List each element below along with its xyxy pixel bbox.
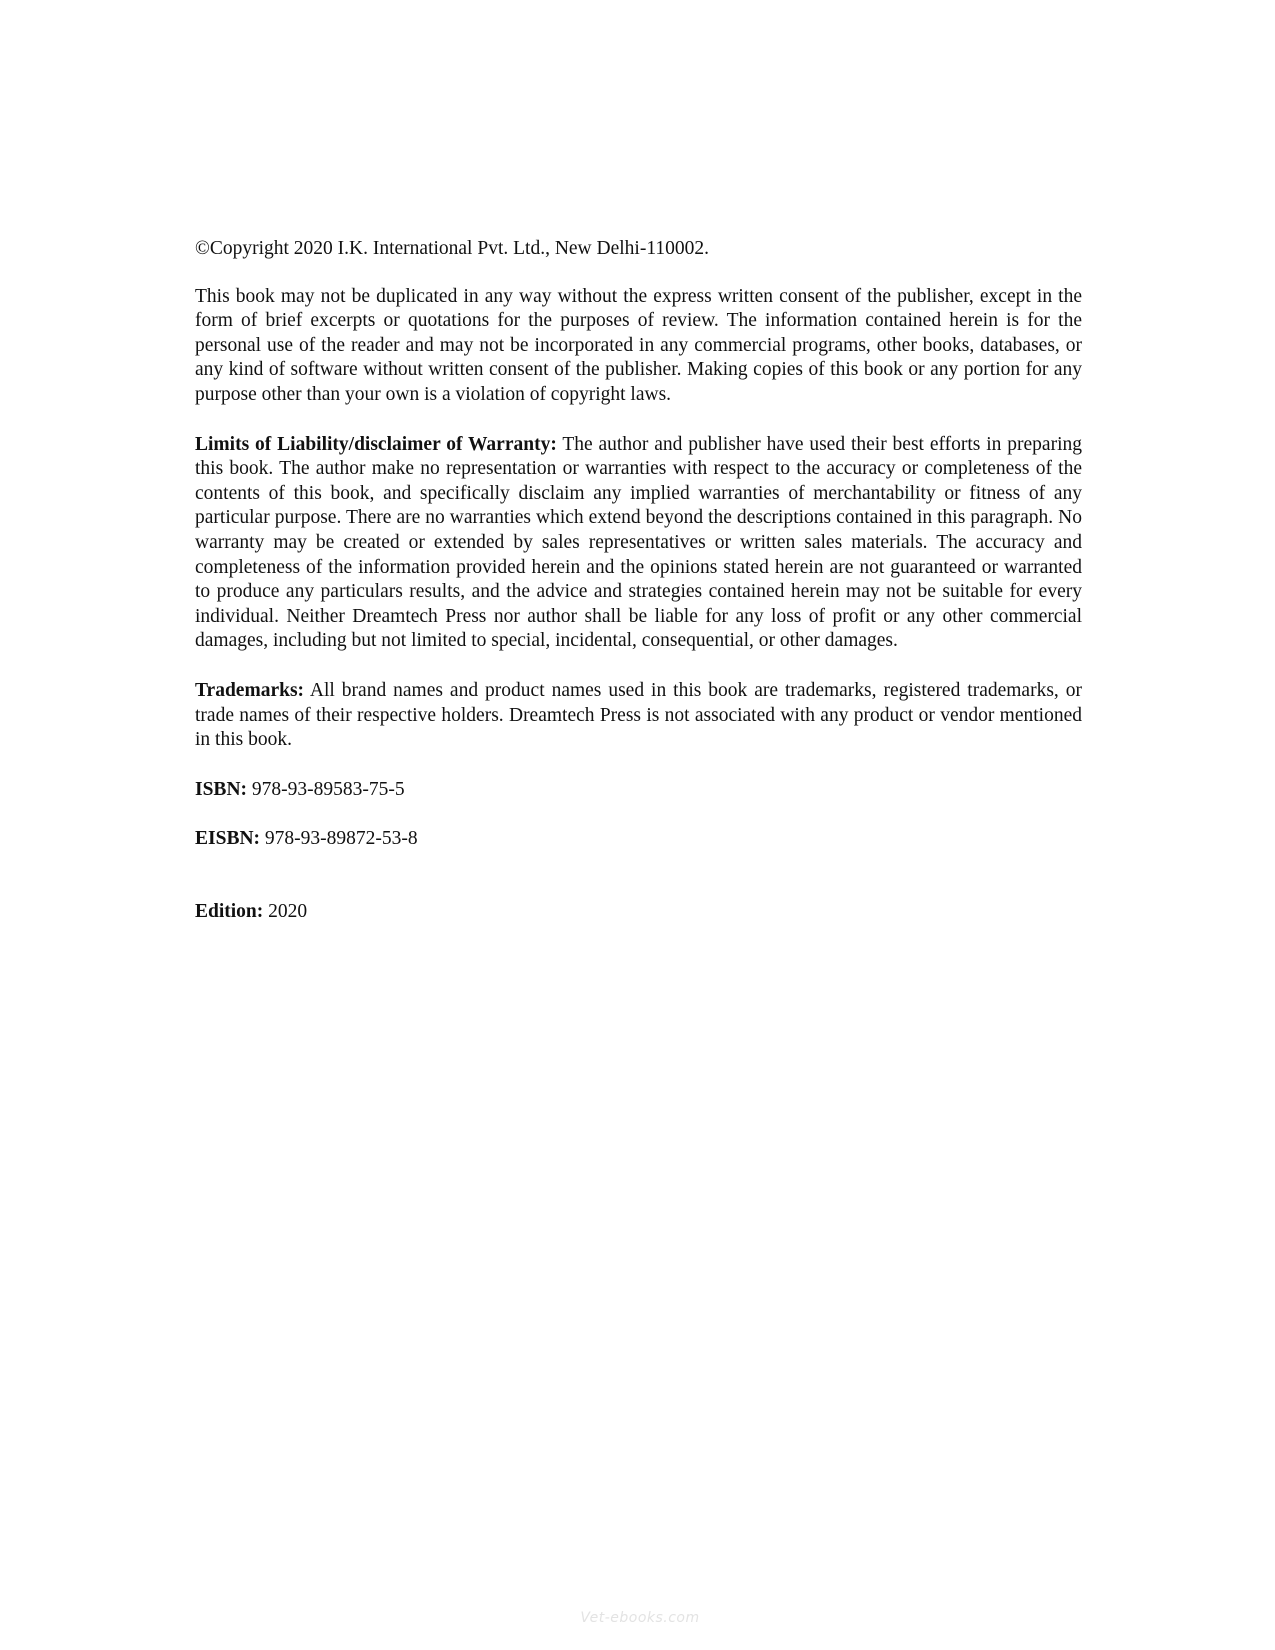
liability-label: Limits of Liability/disclaimer of Warranty: [195, 433, 557, 455]
liability-text: The author and publisher have used their best efforts in preparing this book. The author make no representation or warranties with respect to the accuracy or completeness of the contents of this book, and specifically disclaim any implied warranties of merchantability or fitness of any particular purpose. There are no warranties which extend beyond the descriptions contained in this paragraph. No warranty may be created or extended by sales representatives or written sales materials. The accuracy and completeness of the information provided herein and the opinions stated herein are not guaranteed or warranted to produce any particulars results, and the advice and strategies contained herein may not be suitable for every individual. Neither Dreamtech Press nor author shall be liable for any loss of profit or any other commercial damages, including but not limited to special, incidental, consequential, or other damages. [195, 433, 1082, 652]
copyright-page [195, 237, 1082, 949]
edition-value: 2020 [263, 900, 308, 922]
eisbn-line [195, 827, 1082, 852]
isbn-value: 978-93-89583-75-5 [247, 778, 405, 800]
edition-line [195, 900, 1082, 925]
edition-label: Edition: [195, 900, 264, 922]
trademarks-notice [195, 679, 1082, 753]
trademarks-text: All brand names and product names used in this book are trademarks, registered trademarks, or trade names of their respective holders. Dreamtech Press is not associated with any product or vendor mentioned in this book. [195, 679, 1082, 751]
eisbn-value: 978-93-89872-53-8 [260, 828, 418, 850]
isbn-line [195, 778, 1082, 803]
watermark-logo: Vet-ebooks.com [580, 1610, 700, 1626]
copyright-notice: ©Copyright 2020 I.K. International Pvt. Ltd., New Delhi-110002. [195, 238, 709, 259]
eisbn-label: EISBN: [195, 828, 261, 850]
liability-disclaimer [195, 433, 1082, 654]
isbn-label: ISBN: [195, 778, 248, 800]
trademarks-label: Trademarks: [195, 679, 305, 701]
duplication-notice: This book may not be duplicated in any way without the express written consent of the publisher, except in the form of brief excerpts or quotations for the purposes of review. The information contained herein is for the personal use of the reader and may not be incorporated in any commercial programs, other books, databases, or any kind of software without written consent of the publisher. Making copies of this book or any portion for any purpose other than your own is a violation of copyright laws. [195, 285, 1082, 405]
